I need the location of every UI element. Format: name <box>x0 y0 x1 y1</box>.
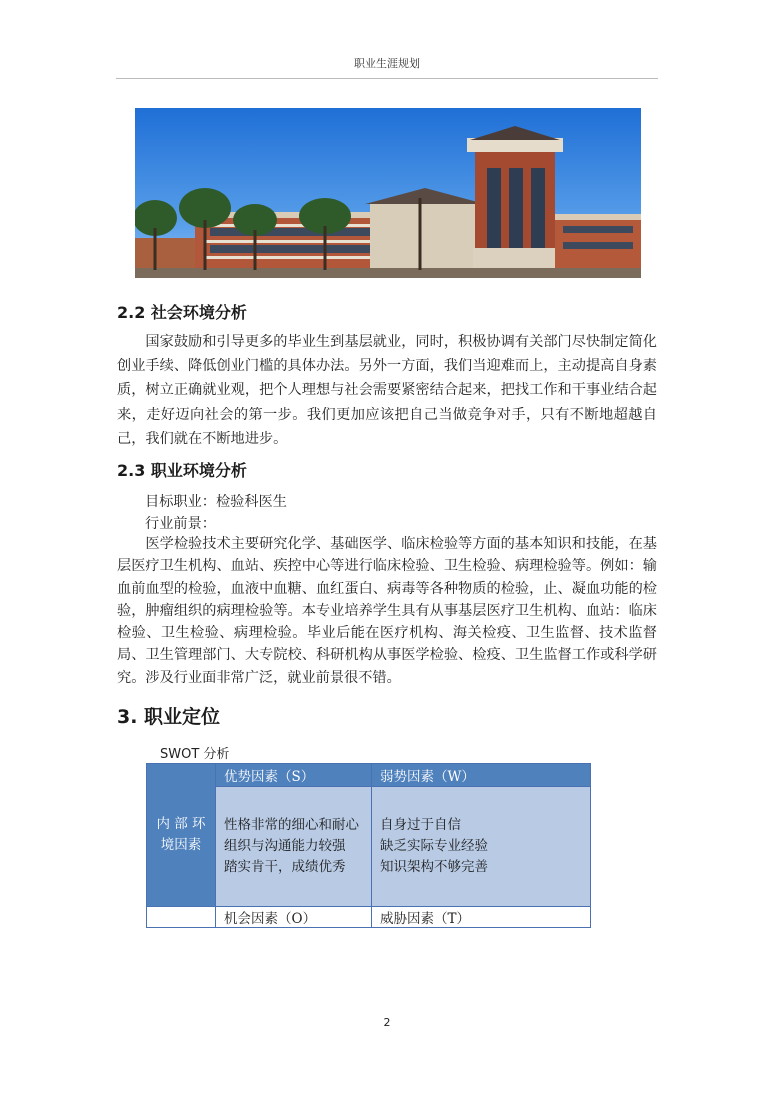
section-heading-career: 2.3 职业环境分析 <box>117 461 247 480</box>
prospect-label: 行业前景： <box>145 516 216 532</box>
weakness-item: 自身过于自信 <box>380 817 461 833</box>
target-career: 目标职业：检验科医生 <box>145 494 287 510</box>
strength-item: 组织与沟通能力较强 <box>224 838 346 854</box>
page-header: 职业生涯规划 <box>354 57 420 70</box>
swot-strengths-cell <box>216 787 372 907</box>
swot-opportunity-header: 机会因素（O） <box>216 907 372 928</box>
weakness-item: 缺乏实际专业经验 <box>380 838 488 854</box>
swot-internal-label: 内 部 环 境因素 <box>147 764 216 907</box>
swot-table <box>146 763 591 928</box>
swot-caption: SWOT 分析 <box>160 747 230 762</box>
swot-weaknesses-cell <box>372 787 591 907</box>
campus-building-photo <box>135 108 641 278</box>
swot-external-label-cell <box>147 907 216 928</box>
section-heading-positioning: 3. 职业定位 <box>117 706 221 728</box>
swot-weakness-header: 弱势因素（W） <box>372 764 591 787</box>
weakness-item: 知识架构不够完善 <box>380 859 488 875</box>
page-number: 2 <box>383 1016 391 1029</box>
strength-item: 踏实肯干，成绩优秀 <box>224 859 346 875</box>
social-paragraph: 国家鼓励和引导更多的毕业生到基层就业，同时，积极协调有关部门尽快制定简化创业手续、降低创业门槛的具体办法。另外一方面，我们当迎难而上，主动提高自身素质，树立正确就业观，把个人理想与社会需要紧密结合起来，把找工作和干事业结合起来，走好迈向社会的第一步。我们更加应该把自己当做竞争对手，只有不断地超越自己，我们就在不断地进步。 <box>117 334 657 447</box>
strength-item: 性格非常的细心和耐心 <box>224 817 359 833</box>
swot-strength-header: 优势因素（S） <box>216 764 372 787</box>
career-paragraph: 医学检验技术主要研究化学、基础医学、临床检验等方面的基本知识和技能，在基层医疗卫生机构、血站、疾控中心等进行临床检验、卫生检验、病理检验等。例如：输血前血型的检验，血液中血糖、血红蛋白、病毒等各种物质的检验，止、凝血功能的检验，肿瘤组织的病理检验等。本专业培养学生具有从事基层医疗卫生机构、血站：临床检验、卫生检验、病理检验。毕业后能在医疗机构、海关检疫、卫生监督、技术监督局、卫生管理部门、大专院校、科研机构从事医学检验、检疫、卫生监督工作或科学研究。涉及行业面非常广泛，就业前景很不错。 <box>117 536 657 686</box>
swot-threat-header: 威胁因素（T） <box>372 907 591 928</box>
section-heading-social: 2.2 社会环境分析 <box>117 303 247 322</box>
header-divider <box>116 78 658 79</box>
